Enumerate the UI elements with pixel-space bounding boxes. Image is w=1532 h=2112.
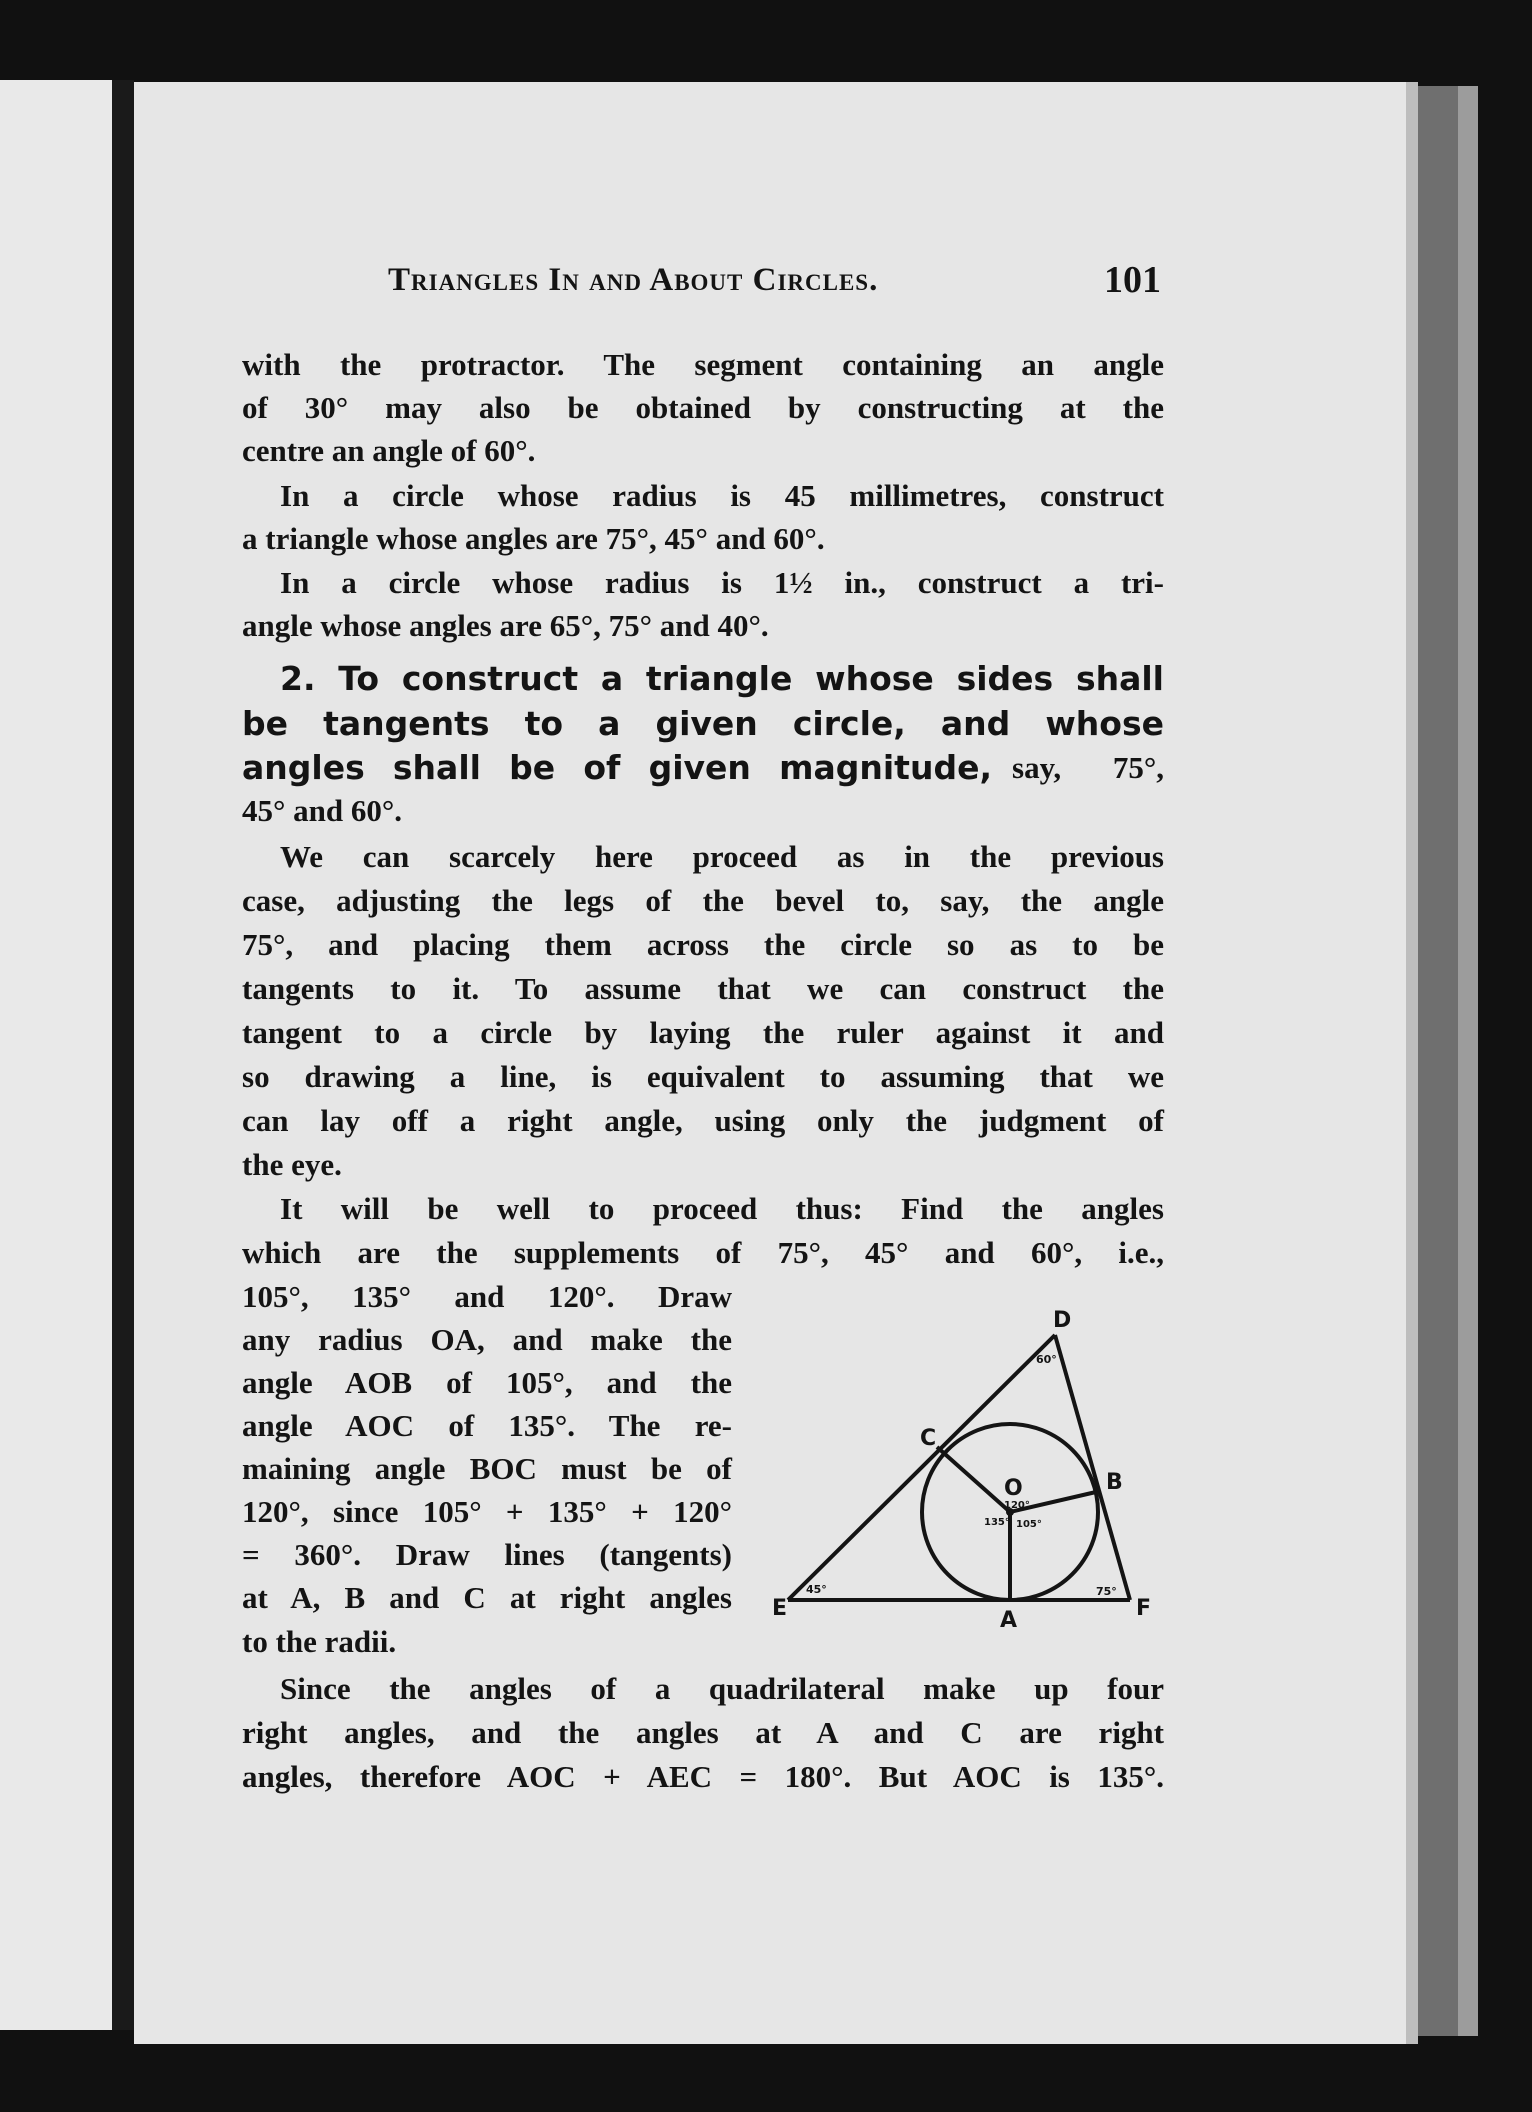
text-line: 105°, 135° and 120°. Draw [242, 1279, 732, 1314]
text-line: In a circle whose radius is 45 millimetres, construct [280, 478, 1164, 513]
tangent-line-df [1055, 1335, 1130, 1600]
text-line: tangent to a circle by laying the ruler against it and [242, 1015, 1164, 1050]
angle-mark-e: 45° [806, 1583, 827, 1596]
angle-mark-o-left: 135° [984, 1517, 1010, 1528]
page-number: 101 [1104, 259, 1161, 301]
text-line: 75°, and placing them across the circle so as to be [242, 927, 1164, 962]
label-e: E [772, 1596, 788, 1621]
triangle-circle-figure [770, 1305, 1170, 1635]
text-line: any radius OA, and make the [242, 1322, 732, 1357]
text-line: angle AOC of 135°. The re- [242, 1408, 732, 1443]
text-line: It will be well to proceed thus: Find the angles [280, 1191, 1164, 1226]
angle-mark-d: 60° [1036, 1353, 1057, 1366]
text-line: angles, therefore AOC + AEC = 180°. But AOC is 135°. [242, 1759, 1164, 1794]
text-line: 45° and 60°. [242, 793, 403, 828]
running-title: Triangles In and About Circles. [388, 262, 879, 298]
text-line: Since the angles of a quadrilateral make up four [280, 1671, 1164, 1706]
angle-mark-f: 75° [1096, 1585, 1117, 1598]
text-line: angle whose angles are 65°, 75° and 40°. [242, 608, 769, 643]
radius-oc [937, 1447, 1010, 1512]
text-line: can lay off a right angle, using only the judgment of [242, 1103, 1164, 1138]
text-line: centre an angle of 60°. [242, 433, 536, 468]
label-a: A [1000, 1608, 1018, 1633]
heading-line: 2. To construct a triangle whose sides shall [280, 659, 1164, 698]
text-line: We can scarcely here proceed as in the previous [280, 839, 1164, 874]
label-b: B [1106, 1470, 1123, 1495]
text-line: 120°, since 105° + 135° + 120° [242, 1494, 732, 1529]
text-line: tangents to it. To assume that we can construct the [242, 971, 1164, 1006]
text-line: the eye. [242, 1147, 342, 1182]
heading-line: angles shall be of given magnitude, [242, 748, 992, 787]
text-line: maining angle BOC must be of [242, 1451, 732, 1486]
tangent-line-ed [788, 1335, 1055, 1600]
angle-mark-o-top: 120° [1004, 1500, 1030, 1511]
text-line: = 360°. Draw lines (tangents) [242, 1537, 732, 1572]
text-line: to the radii. [242, 1624, 397, 1659]
text-line: a triangle whose angles are 75°, 45° and 60°. [242, 521, 825, 556]
text-line: of 30° may also be obtained by constructing at the [242, 390, 1164, 425]
angle-mark-o-right: 105° [1016, 1519, 1042, 1530]
text-line: right angles, and the angles at A and C are right [242, 1715, 1164, 1750]
text-line: with the protractor. The segment containing an angle [242, 347, 1164, 382]
label-c: C [920, 1426, 937, 1451]
label-d: D [1053, 1308, 1072, 1333]
text-line: In a circle whose radius is 1½ in., construct a tri- [280, 565, 1164, 600]
text-line: case, adjusting the legs of the bevel to, say, the angle [242, 883, 1164, 918]
text-line: say, 75°, [1012, 750, 1164, 785]
text-line: angle AOB of 105°, and the [242, 1365, 732, 1400]
heading-line: be tangents to a given circle, and whose [242, 704, 1164, 743]
text-line: at A, B and C at right angles [242, 1580, 732, 1615]
label-o: O [1004, 1476, 1023, 1501]
text-line: so drawing a line, is equivalent to assuming that we [242, 1059, 1164, 1094]
label-f: F [1136, 1596, 1152, 1621]
text-line: which are the supplements of 75°, 45° and 60°, i.e., [242, 1235, 1164, 1270]
